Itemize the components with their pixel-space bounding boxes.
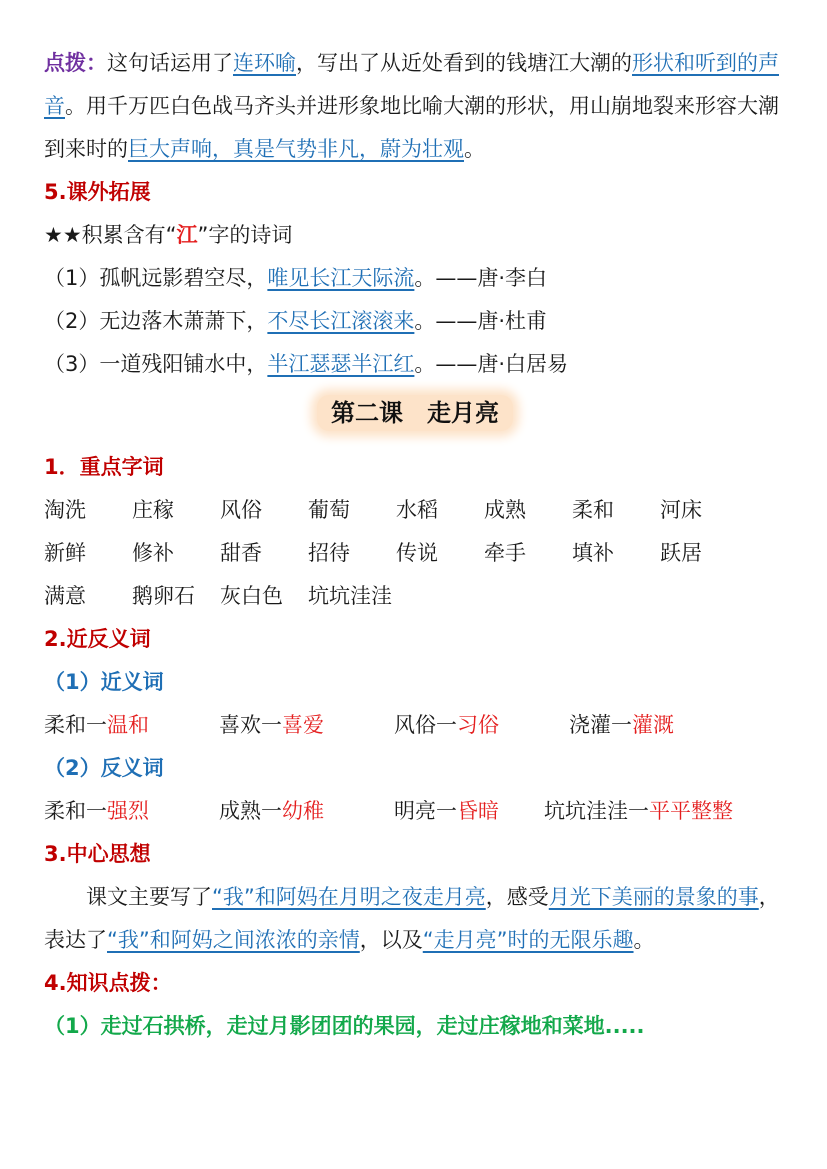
poem-author: 。——唐·李白 bbox=[414, 266, 548, 290]
antonym-pair bbox=[544, 799, 733, 823]
pair-word: 坑坑洼洼 bbox=[544, 799, 628, 823]
pair-word: 明亮 bbox=[394, 799, 436, 823]
poem-number: （2） bbox=[44, 309, 100, 333]
tip-text: 。用千万匹白色战马齐头并进形象地比喻大潮的形状，用山崩地裂来形容大潮到来时的 bbox=[44, 94, 779, 161]
word-item: 河床 bbox=[660, 498, 702, 522]
section-heading-main-idea: 3.中心思想 bbox=[44, 842, 151, 866]
lesson-title: 第二课 走月亮 bbox=[317, 395, 513, 431]
main-idea-text: ，感受 bbox=[485, 885, 549, 909]
word-item: 庄稼 bbox=[132, 498, 174, 522]
word-item: 新鲜 bbox=[44, 541, 86, 565]
highlight-char: 江 bbox=[176, 223, 198, 247]
poem-number: （3） bbox=[44, 352, 100, 376]
tip-text: ，写出了从近处看到的钱塘江大潮的 bbox=[296, 51, 632, 75]
poem-first-half: 无边落木萧萧下， bbox=[99, 309, 268, 333]
synonym-row bbox=[44, 704, 786, 747]
pair-dash: 一 bbox=[436, 799, 457, 823]
word-item: 柔和 bbox=[572, 498, 614, 522]
pair-word: 浇灌 bbox=[569, 713, 611, 737]
word-row bbox=[44, 532, 786, 575]
main-idea-answer: “我”和阿妈在月明之夜走月亮 bbox=[212, 885, 486, 909]
word-item: 淘洗 bbox=[44, 498, 86, 522]
pair-dash: 一 bbox=[86, 713, 107, 737]
synonym-pair bbox=[219, 704, 394, 747]
antonyms-heading: （2）反义词 bbox=[44, 756, 164, 780]
extension-intro bbox=[44, 214, 786, 257]
word-item: 修补 bbox=[132, 541, 174, 565]
pair-answer: 幼稚 bbox=[282, 799, 324, 823]
main-idea-answer: “我”和阿妈之间浓浓的亲情 bbox=[107, 928, 360, 952]
pair-dash: 一 bbox=[261, 799, 282, 823]
word-item: 鹅卵石 bbox=[132, 584, 195, 608]
pair-word: 柔和 bbox=[44, 799, 86, 823]
word-item: 牵手 bbox=[484, 541, 526, 565]
word-item: 灰白色 bbox=[220, 584, 283, 608]
antonym-pair bbox=[219, 790, 394, 833]
synonym-pair bbox=[394, 704, 569, 747]
document-page bbox=[44, 42, 786, 1048]
pair-answer: 强烈 bbox=[107, 799, 149, 823]
pair-dash: 一 bbox=[436, 713, 457, 737]
antonym-pair bbox=[44, 790, 219, 833]
section-heading-synonyms-antonyms: 2.近反义词 bbox=[44, 627, 151, 651]
synonym-pair bbox=[44, 704, 219, 747]
pair-word: 喜欢 bbox=[219, 713, 261, 737]
word-item: 甜香 bbox=[220, 541, 262, 565]
word-item: 葡萄 bbox=[308, 498, 350, 522]
knowledge-number: （1） bbox=[44, 1014, 101, 1038]
pair-answer: 温和 bbox=[107, 713, 149, 737]
main-idea-answer: “走月亮”时的无限乐趣 bbox=[422, 928, 634, 952]
tip-text: 。 bbox=[464, 137, 485, 161]
section-heading-key-words: 1．重点字词 bbox=[44, 455, 164, 479]
poem-first-half: 孤帆远影碧空尽， bbox=[99, 266, 268, 290]
main-idea-text: 课文主要写了 bbox=[86, 885, 212, 909]
word-item: 坑坑洼洼 bbox=[308, 584, 392, 608]
section-heading-knowledge: 4.知识点拨： bbox=[44, 971, 172, 995]
word-row bbox=[44, 489, 786, 532]
word-item: 招待 bbox=[308, 541, 350, 565]
intro-text: ★★积累含有“ bbox=[44, 223, 177, 247]
poem-answer: 不尽长江滚滚来 bbox=[267, 309, 415, 333]
section-heading-extension: 5.课外拓展 bbox=[44, 180, 151, 204]
poem-answer: 半江瑟瑟半江红 bbox=[267, 352, 415, 376]
poem-line bbox=[44, 343, 786, 386]
tip-answer: 形状和听到的声音 bbox=[44, 51, 779, 118]
word-item: 填补 bbox=[572, 541, 614, 565]
pair-word: 成熟 bbox=[219, 799, 261, 823]
synonyms-heading: （1）近义词 bbox=[44, 670, 164, 694]
pair-answer: 昏暗 bbox=[457, 799, 499, 823]
pair-answer: 习俗 bbox=[457, 713, 499, 737]
poem-line bbox=[44, 257, 786, 300]
intro-text: ”字的诗词 bbox=[197, 223, 293, 247]
poem-line bbox=[44, 300, 786, 343]
word-row bbox=[44, 575, 786, 618]
antonym-pair bbox=[394, 790, 544, 833]
tip-label: 点拨： bbox=[44, 51, 107, 75]
tip-paragraph bbox=[44, 42, 786, 171]
word-item: 成熟 bbox=[484, 498, 526, 522]
main-idea-text: ，表达了 bbox=[44, 885, 780, 952]
pair-answer: 喜爱 bbox=[282, 713, 324, 737]
main-idea-paragraph bbox=[44, 876, 786, 962]
pair-dash: 一 bbox=[611, 713, 632, 737]
tip-answer: 连环喻 bbox=[233, 51, 296, 75]
word-item: 传说 bbox=[396, 541, 438, 565]
main-idea-answer: 月光下美丽的景象的事 bbox=[548, 885, 759, 909]
knowledge-text: 走过石拱桥，走过月影团团的果园，走过庄稼地和菜地..... bbox=[100, 1014, 645, 1038]
pair-dash: 一 bbox=[86, 799, 107, 823]
poem-first-half: 一道残阳铺水中， bbox=[99, 352, 268, 376]
poem-number: （1） bbox=[44, 266, 100, 290]
pair-answer: 灌溉 bbox=[632, 713, 674, 737]
tip-answer: 巨大声响，真是气势非凡，蔚为壮观 bbox=[128, 137, 464, 161]
synonym-pair bbox=[569, 713, 674, 737]
poem-author: 。——唐·杜甫 bbox=[414, 309, 548, 333]
pair-answer: 平平整整 bbox=[649, 799, 733, 823]
word-item: 水稻 bbox=[396, 498, 438, 522]
pair-word: 风俗 bbox=[394, 713, 436, 737]
lesson-title-wrap bbox=[44, 386, 786, 446]
word-item: 跃居 bbox=[660, 541, 702, 565]
tip-text: 这句话运用了 bbox=[107, 51, 233, 75]
knowledge-item bbox=[44, 1005, 786, 1048]
main-idea-text: ，以及 bbox=[359, 928, 423, 952]
pair-dash: 一 bbox=[261, 713, 282, 737]
antonym-row bbox=[44, 790, 786, 833]
pair-dash: 一 bbox=[628, 799, 649, 823]
main-idea-text: 。 bbox=[633, 928, 655, 952]
poem-author: 。——唐·白居易 bbox=[414, 352, 569, 376]
word-item: 风俗 bbox=[220, 498, 262, 522]
poem-answer: 唯见长江天际流 bbox=[267, 266, 415, 290]
pair-word: 柔和 bbox=[44, 713, 86, 737]
word-item: 满意 bbox=[44, 584, 86, 608]
